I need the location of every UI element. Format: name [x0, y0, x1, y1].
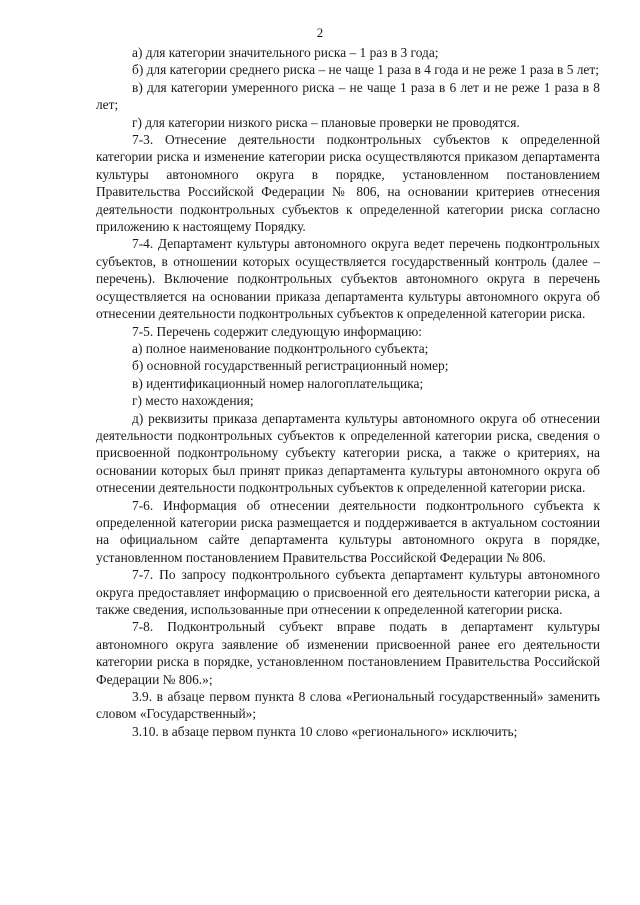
paragraph: 7-6. Информация об отнесении деятельности подконтрольного субъекта к определенной категории риска размещается и поддерживается в актуальном состоянии на официальном сайте департамента культуры автономного округа в порядке, установленном постановлением Правительства Российской Федерации № 806. [96, 497, 600, 565]
paragraph: г) для категории низкого риска – плановые проверки не проводятся. [132, 114, 520, 130]
paragraph: 7-4. Департамент культуры автономного округа ведет перечень подконтрольных субъектов, в отношении которых осуществляется государственный контроль (далее – перечень). Включение подконтрольных субъектов автономного округа в перечень осуществляется на основании приказа департамента культуры автономного округа об отнесении деятельности подконтрольных субъектов к определенной категории риска. [96, 236, 600, 322]
paragraph: б) для категории среднего риска – не чаще 1 раза в 4 года и не реже 1 раза в 5 лет; [132, 62, 599, 78]
paragraph: 7-3. Отнесение деятельности подконтрольных субъектов к определенной категории риска и изменение категории риска осуществляются приказом департамента культуры автономного округа в порядке, установленном постановлением Правительства Российской Федерации № 806, на основании критериев отнесения деятельности подконтрольных субъектов к определенной категории риска согласно приложению к настоящему Порядку. [96, 132, 600, 235]
paragraph: 7-8. Подконтрольный субъект вправе подать в департамент культуры автономного округа заявление об изменении присвоенной ранее его деятельности категории риска в порядке, установленном постановлением Правительства Российской Федерации № 806.»; [96, 619, 600, 687]
paragraph: 3.10. в абзаце первом пункта 10 слово «регионального» исключить; [132, 723, 518, 739]
paragraph: д) реквизиты приказа департамента культуры автономного округа об отнесении деятельности подконтрольных субъектов к определенной категории риска, сведения о присвоенной подконтрольному субъекту категории риска, а также о критериях, на основании которых был принят приказ департамента культуры автономного округа об отнесении деятельности подконтрольных субъектов к определенной категории риска. [96, 410, 600, 496]
paragraph: 3.9. в абзаце первом пункта 8 слова «Региональный государственный» заменить словом «Государственный»; [96, 689, 600, 722]
paragraph: б) основной государственный регистрационный номер; [132, 358, 449, 374]
paragraph: в) для категории умеренного риска – не чаще 1 раза в 6 лет и не реже 1 раза в 8 лет; [96, 79, 600, 113]
paragraph: в) идентификационный номер налогоплательщика; [132, 375, 424, 391]
paragraph: а) полное наименование подконтрольного субъекта; [132, 340, 429, 356]
paragraph: а) для категории значительного риска – 1 раз в 3 года; [132, 45, 439, 60]
page-number: 2 [316, 25, 324, 40]
document-body [96, 44, 600, 740]
paragraph: 7-5. Перечень содержит следующую информацию: [132, 323, 422, 339]
paragraph: г) место нахождения; [132, 393, 254, 409]
paragraph: 7-7. По запросу подконтрольного субъекта департамент культуры автономного округа предоставляет информацию о присвоенной его деятельности категории риска, а также сведения, использованные при отнесении к определенной категории риска. [96, 567, 600, 617]
